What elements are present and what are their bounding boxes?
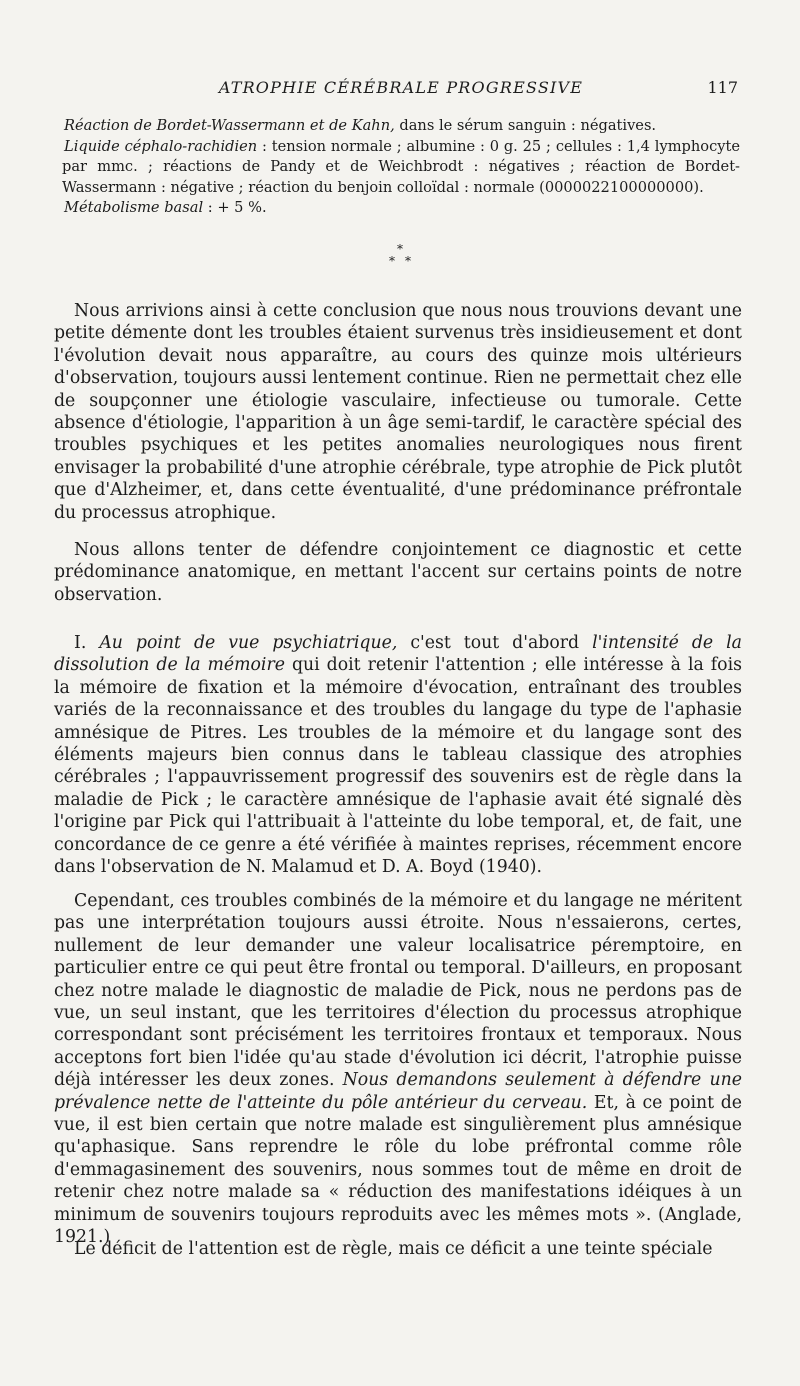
- finding-label: Liquide céphalo-rachidien: [64, 137, 258, 155]
- paragraph-memory-language: [54, 890, 742, 1249]
- text-run: qui doit retenir l'attention ; elle intéresse à la fois la mémoire de fixation et la mémoire d'évocation, entraînant des troubles variés de la reconnaissance et des troubles du langage du type de l'aphasie amnésique de Pitres. Les troubles de la mémoire et du langage sont des éléments majeurs bien connus dans le tableau classique des atrophies cérébrales ; l'appauvrissement progressif des souvenirs est de règle dans la maladie de Pick ; le caractère amnésique de l'aphasie avait été signalé dès l'origine par Pick qui l'attribuait à l'atteinte du lobe temporal, et, de fait, une concordance de ce genre a été vérifiée à maintes reprises, récemment encore dans l'observation de N. Malamud et D. A. Boyd (1940).: [54, 655, 742, 878]
- italic-heading: Au point de vue psychiatrique,: [99, 633, 398, 653]
- finding-label: Métabolisme basal: [64, 199, 204, 216]
- text-run: Cependant, ces troubles combinés de la mémoire et du langage ne méritent pas une interprétation toujours aussi étroite. Nous n'essaierons, certes, nullement de leur demander une valeur localisatrice péremptoire, en particulier entre ce qui peut être frontal ou temporal. D'ailleurs, en proposant chez notre malade le diagnostic de maladie de Pick, nous ne perdons pas de vue, un seul instant, que les territoires d'élection du processus atrophique correspondant sont précisément les territoires frontaux et temporaux. Nous acceptons fort bien l'idée qu'au stade d'évolution ici décrit, l'atrophie puisse déjà intéresser les deux zones.: [54, 891, 742, 1091]
- lab-findings: [62, 116, 740, 219]
- paragraph-attention: [54, 1238, 742, 1260]
- paragraph-text: Nous arrivions ainsi à cette conclusion que nous nous trouvions devant une petite démente dont les troubles étaient survenus très insidieusement et dont l'évolution devait nous apparaître, au cours des quinze mois ultérieurs d'observation, toujours aussi lentement continue. Rien ne permettait chez elle de soupçonner une étiologie vasculaire, infectieuse ou tumorale. Cette absence d'étiologie, l'apparition à un âge semi-tardif, le caractère spécial des troubles psychiques et les petites anomalies neurologiques nous firent envisager la probabilité d'une atrophie cérébrale, type atrophie de Pick plutôt que d'Alzheimer, et, dans cette éventualité, d'une prédominance préfrontale du processus atrophique.: [54, 301, 742, 523]
- running-head: [62, 78, 740, 98]
- text-run: Et, à ce point de vue, il est bien certain que notre malade est singulièrement plus amnésique qu'aphasique. Sans reprendre le rôle du lobe préfrontal comme rôle d'emmagasinement des souvenirs, nous sommes tout de même en droit de retenir chez notre malade sa « réduction des manifestations idéiques à un minimum de souvenirs toujours reproduits avec les mêmes mots ». (Anglade, 1921.): [54, 1092, 742, 1248]
- finding-text: : tension normale ; albumine : 0 g. 25 ; cellules : 1,4 lymphocyte par mmc. ; réactions de Pandy et de Weichbrodt : négatives ; réaction de Bordet-Wassermann : négative ; réaction du benjoin colloïdal : normale (0000022100000000).: [62, 137, 740, 196]
- finding-metabolism: [62, 198, 740, 219]
- italic-emphasis: l'intensité de la dissolution de la mémoire: [54, 633, 742, 676]
- section-number: I.: [74, 633, 100, 653]
- text-run: c'est tout d'abord: [397, 633, 593, 653]
- section-separator: [0, 243, 800, 267]
- separator-star-top: *: [397, 242, 403, 256]
- italic-emphasis: Nous demandons seulement à défendre une prévalence nette de l'atteinte du pôle antérieur du cerveau.: [54, 1070, 742, 1113]
- running-title: ATROPHIE CÉRÉBRALE PROGRESSIVE: [218, 78, 584, 97]
- page-number: 117: [707, 78, 738, 97]
- paragraph-diagnosis-aim: [54, 539, 742, 606]
- finding-text: dans le sérum sanguin : négatives.: [394, 117, 657, 134]
- separator-star-bottom: **: [389, 254, 421, 268]
- paragraph-conclusion: [54, 300, 742, 524]
- finding-bordet-wassermann: [62, 116, 740, 137]
- paragraph-text: [54, 632, 742, 878]
- finding-text: : + 5 %.: [203, 199, 267, 216]
- paragraph-psychiatric: [54, 632, 742, 878]
- paragraph-text: [54, 890, 742, 1249]
- finding-label: Réaction de Bordet-Wassermann et de Kahn,: [64, 117, 395, 134]
- finding-csf: [62, 137, 740, 199]
- paragraph-text: Nous allons tenter de défendre conjointement ce diagnostic et cette prédominance anatomique, en mettant l'accent sur certains points de notre observation.: [54, 540, 742, 605]
- paragraph-text: Le déficit de l'attention est de règle, mais ce déficit a une teinte spéciale: [74, 1239, 713, 1259]
